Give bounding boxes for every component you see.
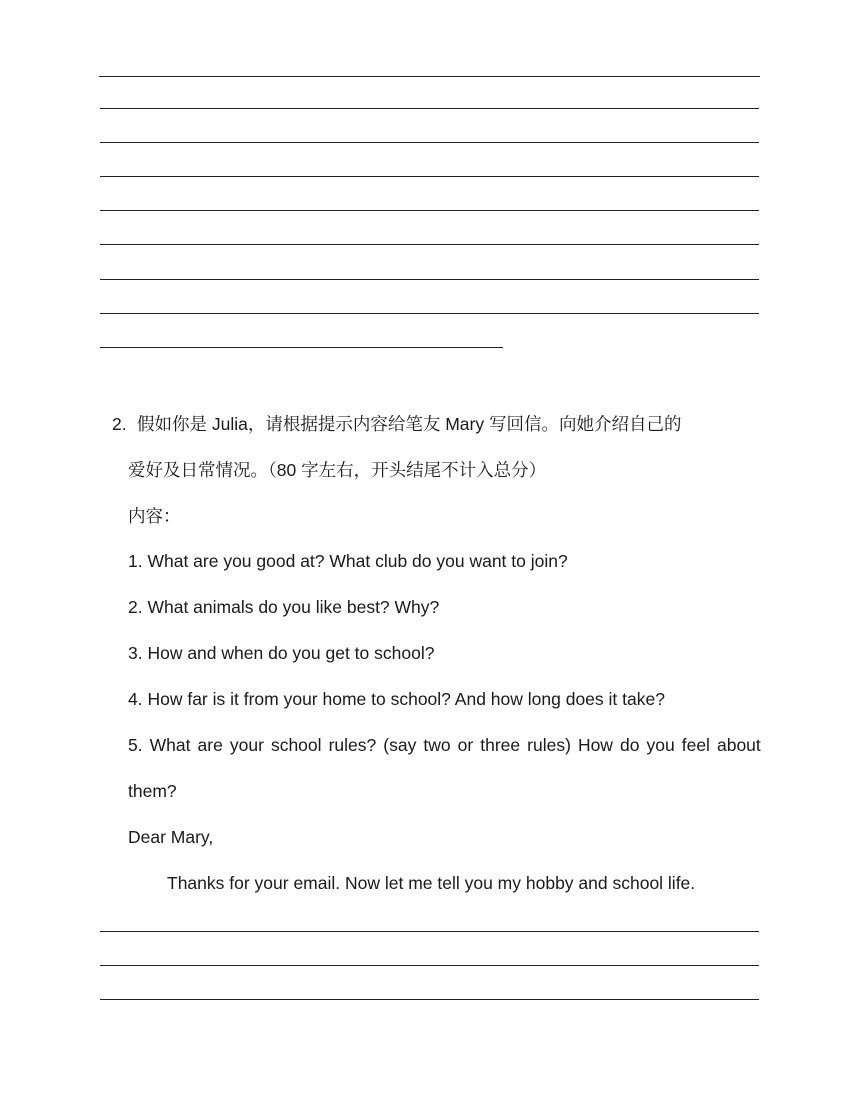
prompt-item-4: 4. How far is it from your home to school? And how long does it take?	[128, 689, 665, 709]
prompt-item-1: 1. What are you good at? What club do you want to join?	[128, 551, 568, 571]
writing-line	[100, 176, 759, 177]
writing-line	[100, 210, 759, 211]
prompt-item-2: 2. What animals do you like best? Why?	[128, 597, 440, 617]
writing-line	[100, 244, 759, 245]
writing-line	[99, 76, 760, 77]
letter-opening: Thanks for your email. Now let me tell you my hobby and school life.	[167, 873, 696, 893]
prompt-item-3: 3. How and when do you get to school?	[128, 643, 435, 663]
writing-line	[100, 313, 759, 314]
writing-line-short	[100, 347, 503, 348]
prompt-item-5: 5. What are your school rules? (say two or three rules) How do you feel about	[128, 735, 761, 755]
writing-line	[100, 279, 759, 280]
writing-line	[100, 142, 759, 143]
prompt-item-5-continuation: them?	[128, 781, 177, 801]
question-prompt-line-1: 假如你是 Julia，请根据提示内容给笔友 Mary 写回信。向她介绍自己的	[137, 414, 682, 434]
letter-salutation: Dear Mary,	[128, 827, 214, 847]
writing-line	[100, 108, 759, 109]
question-number: 2.	[112, 414, 127, 434]
writing-line	[100, 965, 759, 966]
content-label: 内容：	[128, 506, 181, 526]
question-prompt-line-2: 爱好及日常情况。（80 字左右，开头结尾不计入总分）	[128, 460, 547, 480]
writing-line	[100, 931, 759, 932]
writing-line	[100, 999, 759, 1000]
